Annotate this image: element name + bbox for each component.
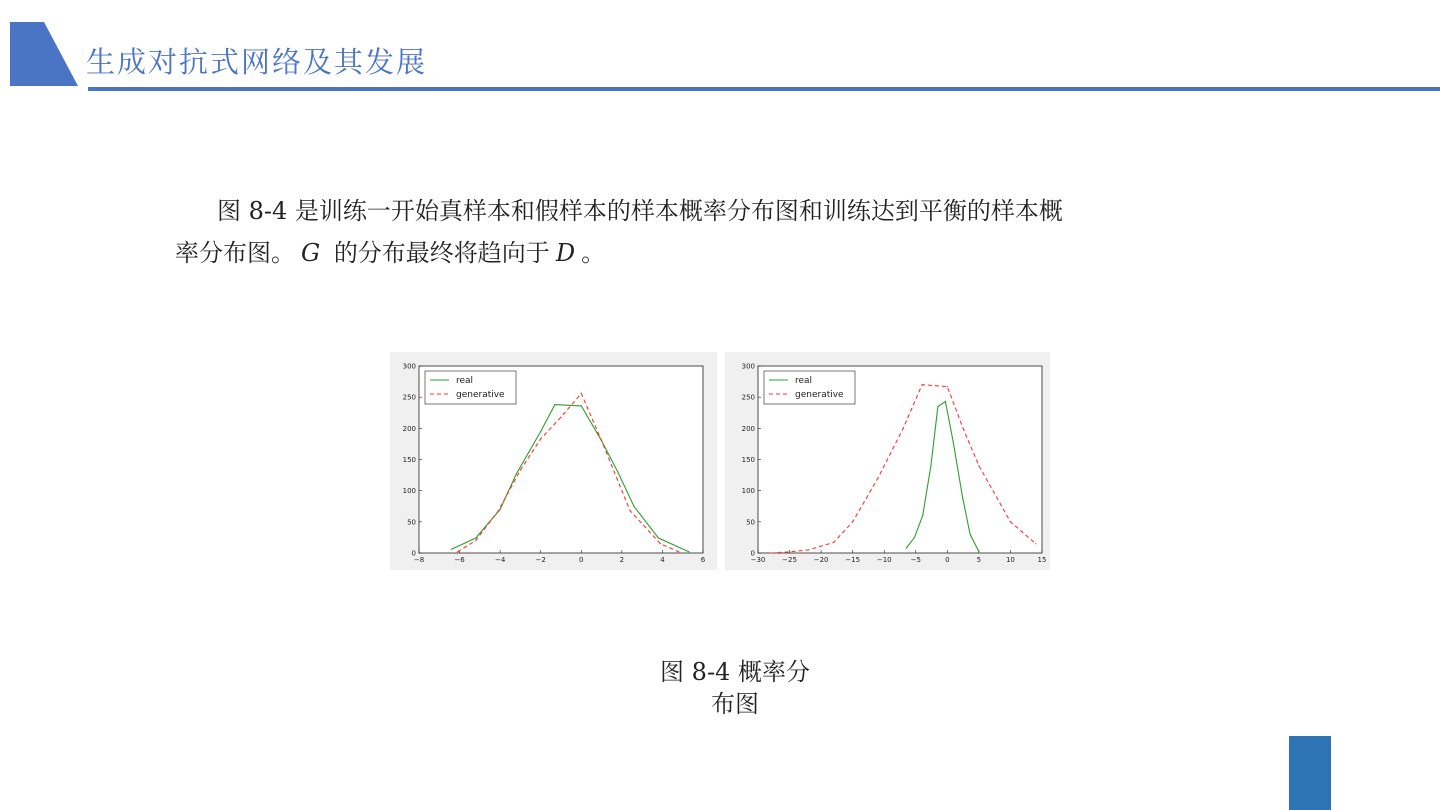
x-tick-label: 2 (619, 556, 625, 564)
y-tick-label: 200 (741, 424, 755, 433)
x-tick-label: −2 (535, 556, 546, 564)
data-point-real (688, 551, 689, 552)
data-point-real (930, 465, 931, 466)
data-point-real (945, 401, 946, 402)
data-point-generative (903, 428, 904, 429)
data-point-real (962, 496, 963, 497)
legend-label-real: real (795, 376, 813, 386)
data-point-real (633, 506, 634, 507)
x-tick-label: 0 (945, 556, 950, 564)
data-point-real (540, 431, 541, 432)
x-tick-label: 15 (1037, 556, 1047, 564)
y-tick-label: 0 (411, 549, 416, 558)
data-point-real (516, 473, 517, 474)
data-point-generative (978, 465, 979, 466)
data-point-generative (475, 540, 476, 541)
y-tick-label: 100 (741, 487, 755, 496)
x-tick-label: −6 (454, 556, 465, 564)
data-point-generative (498, 511, 499, 512)
paragraph-line-2-end: 。 (581, 239, 606, 267)
data-point-real (554, 404, 555, 405)
slide-title: 生成对抗式网络及其发展 (86, 45, 428, 79)
data-point-real (451, 549, 452, 550)
y-tick-label: 150 (741, 456, 755, 464)
chart-equilibrium-svg (725, 352, 1050, 570)
data-point-real (970, 534, 971, 535)
data-point-generative (660, 543, 661, 544)
data-point-generative (808, 549, 809, 550)
data-point-real (658, 537, 659, 538)
data-point-real (937, 406, 938, 407)
legend-label-generative: generative (795, 390, 844, 400)
data-point-generative (770, 552, 771, 553)
data-point-generative (629, 510, 630, 511)
math-variable-g: G (301, 239, 321, 267)
data-point-real (914, 537, 915, 538)
y-tick-label: 300 (741, 362, 755, 371)
x-tick-label: −15 (845, 556, 861, 564)
data-point-generative (678, 551, 679, 552)
x-tick-label: 6 (700, 556, 706, 564)
data-point-generative (581, 393, 582, 394)
data-point-generative (1035, 543, 1036, 544)
data-point-generative (560, 417, 561, 418)
caption-line-2: 布图 (711, 690, 759, 718)
x-tick-label: −10 (876, 556, 892, 564)
decorative-corner-block (1289, 736, 1331, 810)
data-point-generative (852, 521, 853, 522)
data-point-generative (1010, 521, 1011, 522)
data-point-generative (947, 386, 948, 387)
chart-initial-svg (390, 352, 717, 570)
data-point-real (500, 509, 501, 510)
y-tick-label: 50 (407, 518, 416, 527)
data-point-generative (833, 542, 834, 543)
data-point-real (906, 547, 907, 548)
x-tick-label: −25 (782, 556, 797, 564)
y-tick-label: 200 (402, 424, 416, 433)
data-point-real (617, 471, 618, 472)
figure-caption (620, 656, 850, 720)
y-tick-label: 150 (402, 456, 416, 464)
header-rule (88, 87, 1440, 91)
data-point-real (922, 515, 923, 516)
y-tick-label: 250 (741, 393, 755, 402)
caption-line-1: 图 8-4 概率分 (660, 658, 810, 686)
header-corner-shape (0, 0, 80, 86)
data-point-generative (963, 428, 964, 429)
x-tick-label: 0 (579, 556, 584, 564)
data-point-generative (922, 384, 923, 385)
chart-initial-distribution (390, 352, 717, 570)
x-tick-label: −4 (494, 556, 506, 564)
legend-label-generative: generative (456, 390, 505, 400)
x-tick-label: −30 (750, 556, 766, 564)
y-tick-label: 0 (750, 549, 755, 558)
paragraph-line-2 (175, 232, 1195, 274)
data-point-real (952, 440, 953, 441)
x-tick-label: 10 (1005, 556, 1015, 564)
data-point-generative (601, 440, 602, 441)
data-point-generative (877, 478, 878, 479)
x-tick-label: −5 (910, 556, 921, 564)
x-tick-label: −8 (413, 556, 425, 564)
data-point-real (581, 405, 582, 406)
x-tick-label: 4 (660, 556, 665, 564)
paragraph-line-1: 图 8-4 是训练一开始真样本和假样本的样本概率分布图和训练达到平衡的样本概 (217, 197, 1063, 225)
x-tick-label: 5 (976, 556, 982, 564)
y-tick-label: 300 (402, 362, 416, 371)
data-point-generative (540, 438, 541, 439)
legend-label-real: real (456, 376, 474, 386)
data-point-generative (520, 470, 521, 471)
chart-equilibrium-distribution (725, 352, 1050, 570)
paragraph-line-2-start: 率分布图。 (175, 239, 295, 267)
body-paragraph (175, 190, 1195, 274)
x-tick-label: −20 (813, 556, 829, 564)
data-point-real (475, 537, 476, 538)
y-tick-label: 100 (402, 487, 416, 496)
paragraph-line-2-mid: 的分布最终将趋向于 (333, 239, 550, 267)
y-tick-label: 250 (402, 393, 416, 402)
math-variable-d: D (555, 239, 576, 267)
data-point-real (978, 551, 979, 552)
y-tick-label: 50 (746, 518, 755, 527)
data-point-generative (457, 551, 458, 552)
data-point-generative (789, 551, 790, 552)
